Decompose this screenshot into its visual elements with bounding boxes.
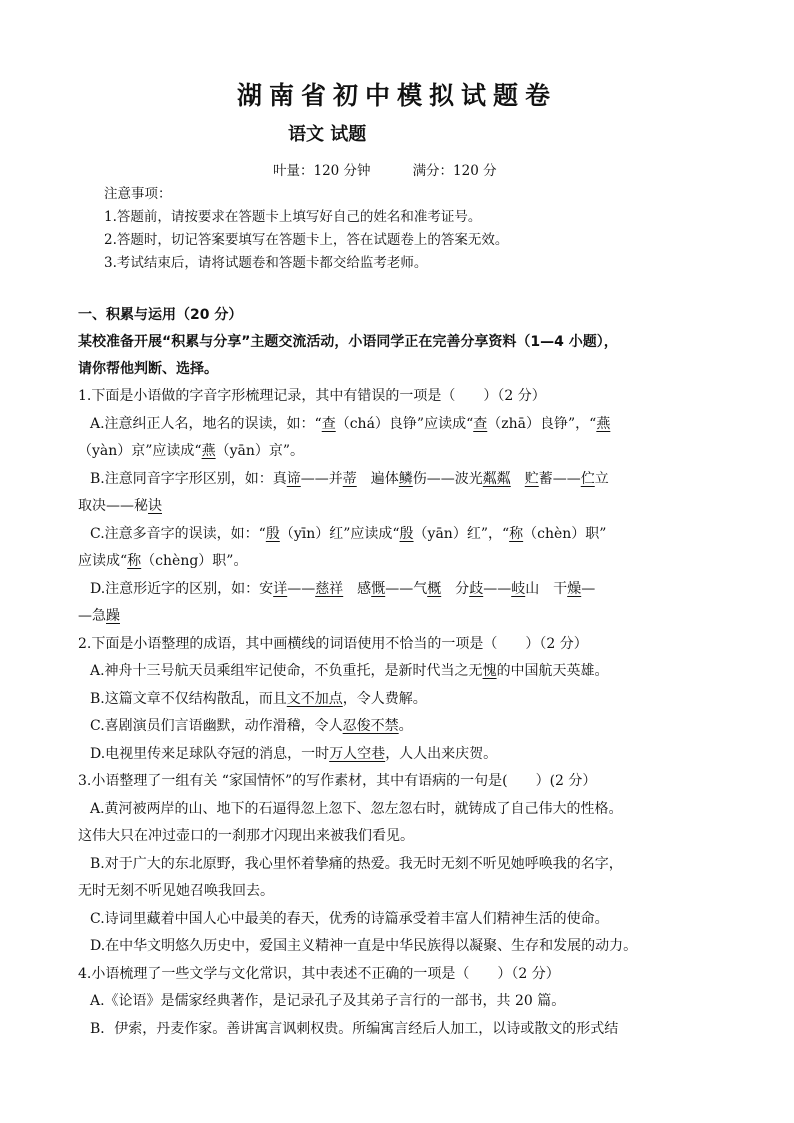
option-c: C.注意多音字的误读，如：“殷（yīn）红”应读成“殷（yān）红”，“称（chèn）职” — [90, 525, 607, 542]
option-b: B.对于广大的东北原野，我心里怀着挚痛的热爱。我无时无刻不听见她呼唤我的名字， — [90, 855, 623, 872]
option-b: B.这篇文章不仅结构散乱，而且文不加点，令人费解。 — [90, 690, 427, 707]
exam-content — [78, 302, 686, 1043]
exam-subtitle: 语文 试题 — [288, 124, 367, 145]
option-a: A.黄河被两岸的山、地下的石逼得忽上忽下、忽左忽右时，就铸成了自己伟大的性格。 — [90, 800, 623, 817]
question-stem: 3.小语整理了一组有关 “家国情怀”的写作素材，其中有语病的一句是( ）(2 分） — [78, 773, 597, 789]
question-stem: 4.小语梳理了一些文学与文化常识，其中表述不正确的一项是（ ）（2 分） — [78, 965, 560, 982]
option-a: A.神舟十三号航天员乘组牢记使命，不负重托，是新时代当之无愧的中国航天英雄。 — [90, 663, 609, 679]
question-stem: 2.下面是小语整理的成语，其中画横线的词语使用不恰当的一项是（ ）（2 分） — [78, 635, 588, 652]
note-item: 2.答题时，切记答案要填写在答题卡上，答在试题卷上的答案无效。 — [104, 232, 509, 248]
section-heading: 一、积累与运用（20 分） — [78, 307, 243, 323]
option-a-cont: 这伟大只在冲过壶口的一刹那才闪现出来被我们看见。 — [78, 828, 414, 844]
option-c: C.诗词里藏着中国人心中最美的春天，优秀的诗篇承受着丰富人们精神生活的使命。 — [90, 910, 609, 927]
full-score: 满分：120 分 — [412, 163, 497, 179]
option-d-cont: —急躁 — [78, 608, 120, 624]
section-intro: 某校准备开展“积累与分享”主题交流活动，小语同学正在完善分享资料（1—4 小题）， — [78, 334, 618, 350]
exam-meta — [273, 159, 497, 179]
question-stem: 1.下面是小语做的字音字形梳理记录，其中有错误的一项是（ ）（2 分） — [78, 388, 546, 404]
option-d: D.在中华文明悠久历史中，爱国主义精神一直是中华民族得以凝聚、生存和发展的动力。 — [90, 938, 638, 954]
notes-block — [104, 183, 508, 275]
note-item: 3.考试结束后，请将试题卷和答题卡都交给监考老师。 — [104, 255, 428, 271]
option-b-cont: 无时无刻不听见她召唤我回去。 — [78, 883, 274, 899]
notes-title: 注意事项： — [104, 186, 172, 202]
option-c: C.喜剧演员们言语幽默，动作滑稽，令人忍俊不禁。 — [90, 718, 413, 734]
section-intro: 请你帮他判断、选择。 — [78, 361, 218, 377]
note-item: 1.答题前，请按要求在答题卡上填写好自己的姓名和准考证号。 — [104, 209, 482, 225]
option-d: D.注意形近字的区别，如：安详——慈祥 感慨——气概 分歧——岐山 干燥— — [90, 580, 596, 597]
option-c-cont: 应读成“称（chèng）职”。 — [78, 553, 248, 569]
option-b: B.注意同音字字形区别，如：真谛——并蒂 遍体鳞伤——波光粼粼 贮蓄——伫立 — [90, 470, 609, 487]
exam-title: 湖南省初中模拟试题卷 — [236, 81, 557, 110]
option-a: A.注意纠正人名，地名的误读，如：“查（chá）良铮”应读成“查（zhā）良铮”，“燕 — [90, 415, 611, 432]
option-b-cont: 取决——秘诀 — [78, 498, 162, 514]
option-b: B．伊索，丹麦作家。善讲寓言讽刺权贵。所编寓言经后人加工，以诗或散文的形式结 — [90, 1020, 619, 1037]
option-a: A.《论语》是儒家经典著作，是记录孔子及其弟子言行的一部书，共 20 篇。 — [90, 993, 566, 1009]
option-d: D.电视里传来足球队夺冠的消息，一时万人空巷，人人出来庆贺。 — [90, 745, 498, 762]
time-limit: 叶量：120 分钟 — [273, 163, 371, 179]
option-a-cont: （yàn）京”应读成“燕（yān）京”。 — [78, 443, 305, 459]
